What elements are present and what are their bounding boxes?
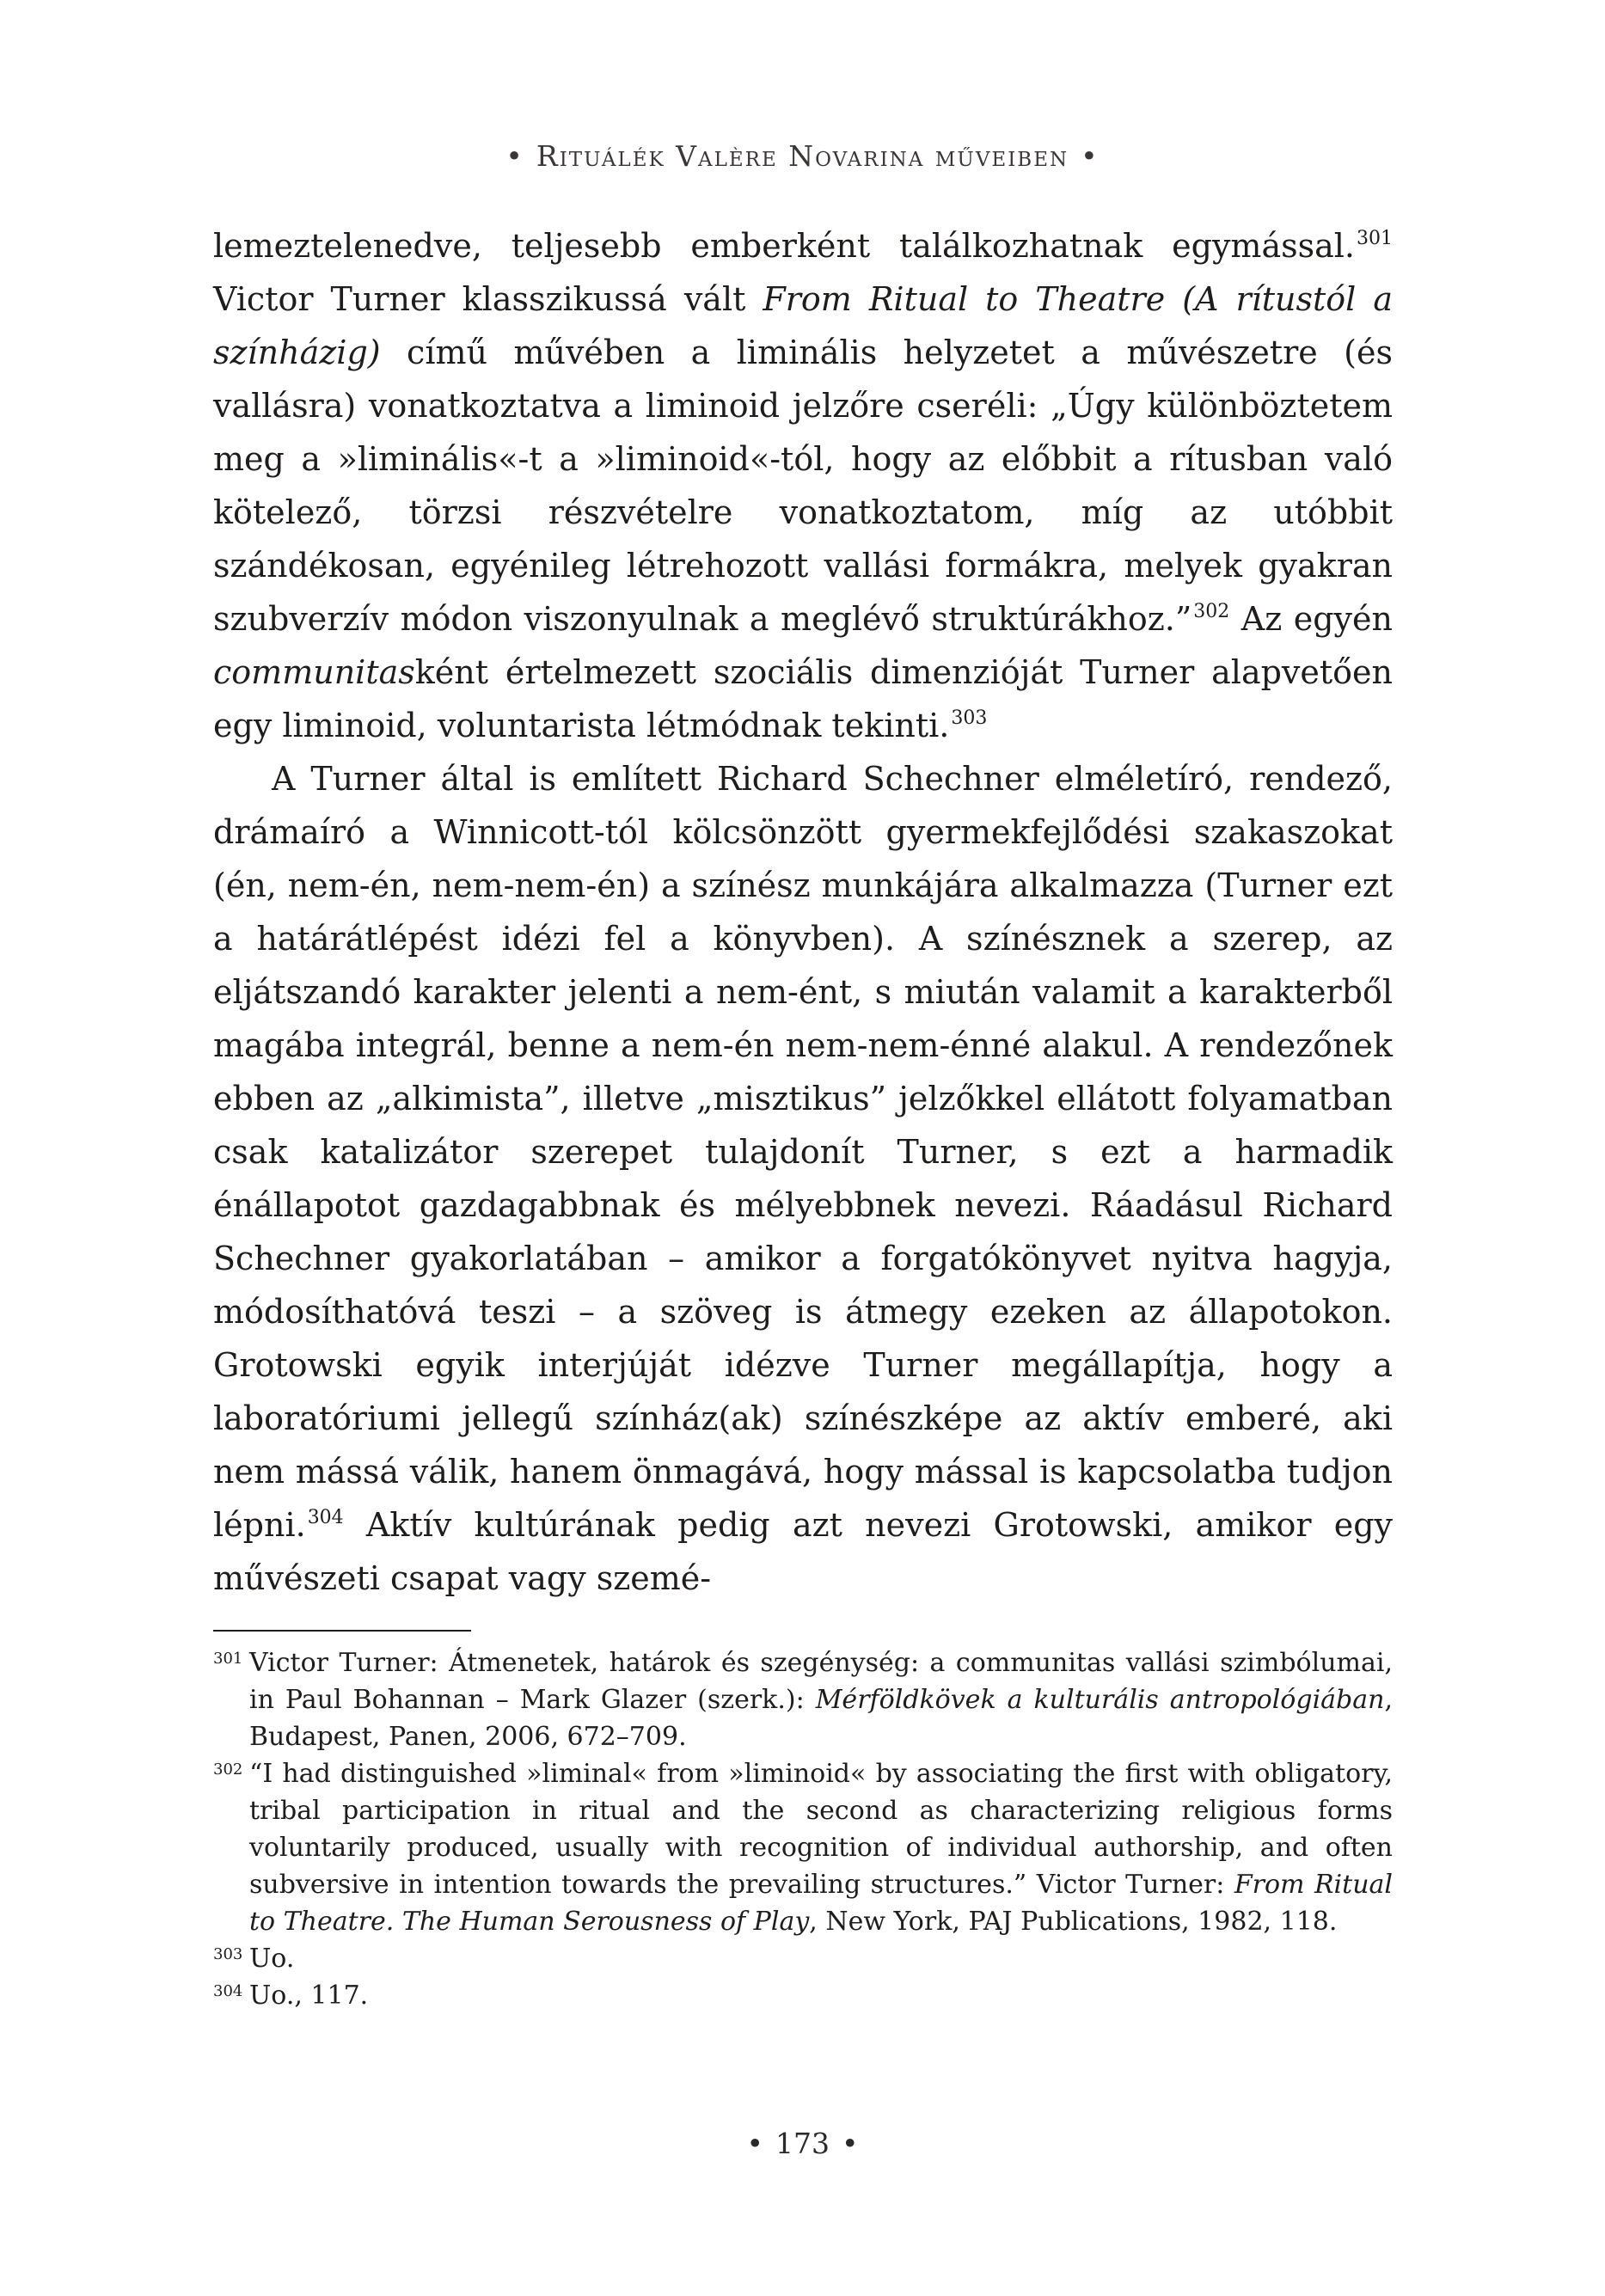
footnote-italic-title: Mérföldkövek a kulturális antropológiában (815, 1685, 1385, 1715)
running-head-left-bullet: • (505, 139, 524, 173)
footnote-text: Uo. (249, 1944, 295, 1974)
footnote-304 (213, 1977, 1393, 2014)
paragraph-2 (213, 752, 1393, 1605)
footnote-303 (213, 1940, 1393, 1977)
footnote-divider (213, 1630, 471, 1632)
footnote-text (249, 1644, 1393, 1755)
footnote-ref-304: 304 (307, 1507, 344, 1528)
footnote-301 (213, 1644, 1393, 1755)
page-number (0, 2127, 1605, 2160)
paragraph-2-text-1: A Turner által is említett Richard Schechner elméletíró, rendező, drámaíró a Winnicott-tól kölcsönzött gyermekfejlődési szakaszokat (én, nem-én, nem-nem-én) a színész munkájára alkalmazza (Turner ezt a határátlépést idézi fel a könyvben). A színésznek a szerep, az eljátszandó karakter jelenti a nem-ént, s miután valamit a karakterből magába integrál, benne a nem-én nem-nem-énné alakul. A rendezőnek ebben az „alkimista”, illetve „misztikus” jelzőkkel ellátott folyamatban csak katalizátor szerepet tulajdonít Turner, s ezt a harmadik énállapotot gazdagabbnak és mélyebbnek nevezi. Ráadásul Richard Schechner gyakorlatában – amikor a forgatókönyvet nyitva hagyja, módosíthatóvá teszi – a szöveg is átmegy ezeken az állapotokon. Grotowski egyik interjúját idézve Turner megállapítja, hogy a laboratóriumi jellegű színház(ak) színészképe az aktív emberé, aki nem mássá válik, hanem önmagává, hogy mással is kapcsolatba tudjon lépni. (213, 760, 1393, 1544)
page-number-value: 173 (775, 2127, 830, 2160)
paragraph-1-text-2: Victor Turner klasszikussá vált (213, 280, 763, 318)
running-head-title: Rituálék Valère Novarina műveiben (536, 139, 1069, 173)
footnote-text (249, 1755, 1393, 1940)
footnote-ref-303: 303 (951, 707, 988, 729)
paragraph-1-text-3: című művében a liminális helyzetet a művészetre (és vallásra) vonatkoztatva a liminoid jelzőre cseréli: „Úgy különböztetem meg a »liminális«-t a »liminoid«-tól, hogy az előbbit a rítusban való kötelező, törzsi részvételre vonatkoztatom, míg az utóbbit szándékosan, egyénileg létrehozott vallási formákra, melyek gyakran szubverzív módon viszonyulnak a meglévő struktúrákhoz.” (213, 334, 1393, 638)
paragraph-1-text-1: lemeztelenedve, teljesebb emberként találkozhatnak egymással. (213, 227, 1355, 265)
footnote-text-part: , New York, PAJ Publications, 1982, 118. (809, 1907, 1338, 1937)
footnote-number: 301 (213, 1650, 243, 1668)
footnote-number: 304 (213, 1982, 243, 2000)
running-head-right-bullet: • (1081, 139, 1100, 173)
footnote-text-part: Victor Turner: Átmenetek, határok és szegénység: a communitas vallási szimbólumai, in Paul Bohannan – Mark Glazer (szerk.): (249, 1648, 1393, 1715)
footnote-text: Uo., 117. (249, 1981, 369, 2011)
paragraph-1-text-4: Az egyén (1229, 600, 1393, 638)
footnote-number: 302 (213, 1760, 243, 1779)
footnote-ref-301: 301 (1357, 228, 1393, 249)
paragraph-2-text-2: Aktív kultúrának pedig azt nevezi Grotowski, amikor egy művészeti csapat vagy szemé- (213, 1506, 1393, 1597)
footnote-italic-title: From Ritual to Theatre. The Human Serousness of Play (249, 1870, 1393, 1937)
running-head (0, 139, 1605, 173)
communitas-italic: communitas (213, 653, 415, 691)
book-title-italic: From Ritual to Theatre (A rítustól a színházig) (213, 280, 1393, 371)
footnote-number: 303 (213, 1945, 243, 1963)
page-number-right-bullet: • (842, 2127, 859, 2160)
paragraph-1 (213, 219, 1393, 752)
footnotes (213, 1644, 1393, 2014)
footnote-text-part: “I had distinguished »liminal« from »liminoid« by associating the first with obligatory, tribal participation in ritual and the second as characterizing religious forms voluntarily produced, usually with recognition of individual authorship, and often subversive in intention towards the prevailing structures.” Victor Turner: (249, 1759, 1393, 1900)
paragraph-1-text-5: ként értelmezett szociális dimenzióját Turner alapvetően egy liminoid, voluntarista létmódnak tekinti. (213, 653, 1393, 744)
page-number-left-bullet: • (746, 2127, 763, 2160)
footnote-text-part: , Budapest, Panen, 2006, 672–709. (249, 1685, 1394, 1752)
main-text (213, 219, 1393, 1605)
footnote-ref-302: 302 (1193, 601, 1230, 622)
footnote-302 (213, 1755, 1393, 1940)
